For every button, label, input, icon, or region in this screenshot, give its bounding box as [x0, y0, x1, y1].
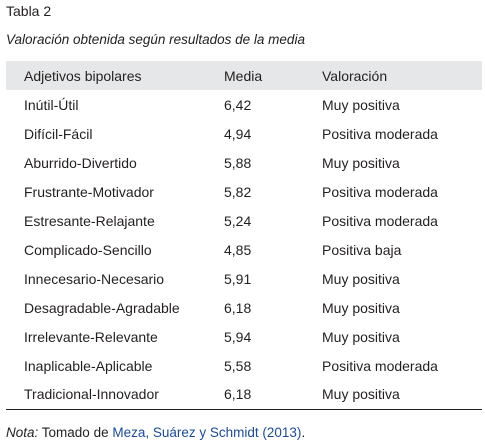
cell-valoracion: Positiva moderada: [322, 183, 438, 200]
cell-valoracion: Positiva moderada: [322, 212, 438, 229]
cell-media: 6,18: [224, 386, 252, 403]
cell-adjetivos: Inaplicable-Aplicable: [24, 357, 153, 374]
cell-media: 6,18: [224, 299, 252, 316]
cell-media: 5,82: [224, 183, 252, 200]
table-row: [6, 322, 482, 351]
table-label: Tabla 2: [6, 3, 52, 19]
cell-adjetivos: Tradicional-Innovador: [24, 386, 159, 403]
cell-valoracion: Muy positiva: [322, 154, 400, 171]
table-row: [6, 293, 482, 322]
cell-valoracion: Positiva moderada: [322, 357, 438, 374]
cell-adjetivos: Inútil-Útil: [24, 96, 79, 113]
cell-valoracion: Positiva moderada: [322, 125, 438, 142]
table-row: [6, 148, 482, 177]
cell-media: 4,94: [224, 125, 252, 142]
cell-valoracion: Muy positiva: [322, 328, 400, 345]
header-valoracion: Valoración: [322, 67, 388, 84]
cell-adjetivos: Estresante-Relajante: [24, 212, 155, 229]
cell-media: 5,91: [224, 270, 252, 287]
table-row: [6, 235, 482, 264]
cell-valoracion: Muy positiva: [322, 299, 400, 316]
table-row: [6, 380, 482, 409]
cell-adjetivos: Aburrido-Divertido: [24, 154, 137, 171]
cell-media: 5,24: [224, 212, 252, 229]
table-row: [6, 177, 482, 206]
note-label: Nota:: [6, 425, 39, 440]
cell-media: 5,58: [224, 357, 252, 374]
table-row: [6, 119, 482, 148]
results-table: [6, 61, 482, 410]
table-caption: Valoración obtenida según resultados de la media: [6, 32, 305, 47]
cell-valoracion: Positiva baja: [322, 241, 402, 258]
cell-media: 4,85: [224, 241, 252, 258]
cell-media: 6,42: [224, 96, 252, 113]
cell-adjetivos: Desagradable-Agradable: [24, 299, 180, 316]
table-row: [6, 351, 482, 380]
cell-adjetivos: Innecesario-Necesario: [24, 270, 165, 287]
cell-adjetivos: Difícil-Fácil: [24, 125, 93, 142]
table-row: [6, 264, 482, 293]
cell-valoracion: Muy positiva: [322, 270, 400, 287]
cell-media: 5,88: [224, 154, 252, 171]
note-text: Tomado de: [38, 425, 113, 440]
cell-adjetivos: Complicado-Sencillo: [24, 241, 152, 258]
table-row: [6, 90, 482, 119]
table-header-row: [6, 61, 482, 90]
cell-adjetivos: Irrelevante-Relevante: [24, 328, 158, 345]
cell-valoracion: Muy positiva: [322, 96, 400, 113]
header-adjetivos: Adjetivos bipolares: [24, 67, 142, 84]
cell-valoracion: Muy positiva: [322, 386, 400, 403]
citation-link[interactable]: Meza, Suárez y Schmidt (2013): [112, 425, 302, 440]
cell-media: 5,94: [224, 328, 252, 345]
table-note: [6, 424, 305, 442]
table-row: [6, 206, 482, 235]
note-end: .: [301, 425, 306, 440]
cell-adjetivos: Frustrante-Motivador: [24, 183, 154, 200]
header-media: Media: [224, 67, 263, 84]
